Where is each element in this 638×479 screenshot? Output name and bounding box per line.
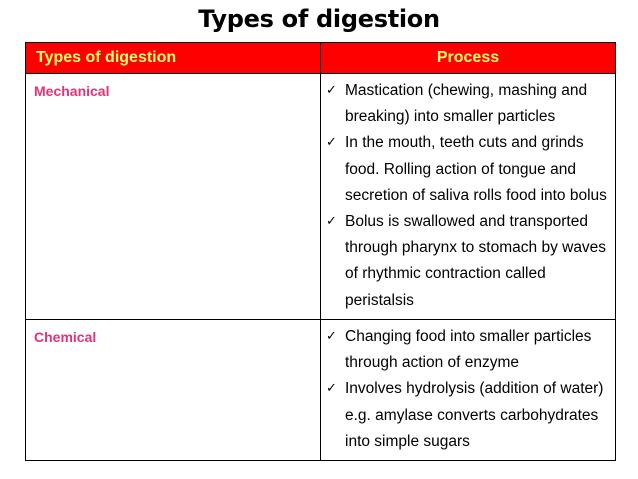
checkmark-icon: ✓: [326, 135, 337, 151]
checkmark-icon: ✓: [326, 329, 337, 344]
list-item: [326, 376, 609, 455]
digestion-table: [25, 42, 616, 461]
header-process: Process: [321, 43, 616, 74]
checkmark-icon: ✓: [326, 381, 337, 397]
type-chemical: Chemical: [26, 320, 321, 461]
table-row-chemical: [26, 320, 616, 461]
process-chemical: [321, 320, 616, 461]
checkmark-icon: ✓: [326, 83, 337, 98]
header-types-of-digestion: Types of digestion: [26, 43, 321, 74]
table-row-mechanical: [26, 74, 616, 320]
process-mechanical: [321, 74, 616, 320]
list-item: [326, 324, 609, 376]
checkmark-icon: ✓: [326, 214, 337, 230]
list-item-text: Changing food into smaller particles through action of enzyme: [345, 328, 592, 372]
list-item-text: Mastication (chewing, mashing and breaking) into smaller particles: [345, 82, 588, 126]
list-item: [326, 78, 609, 130]
type-mechanical: Mechanical: [26, 74, 321, 320]
list-item-text: Bolus is swallowed and transported through pharynx to stomach by waves of rhythmic contraction called peristalsis: [345, 213, 607, 309]
list-item-text: In the mouth, teeth cuts and grinds food. Rolling action of tongue and secretion of saliva rolls food into bolus: [345, 134, 607, 204]
list-item: [326, 209, 609, 314]
page-title: Types of digestion: [198, 5, 440, 33]
list-item-text: Involves hydrolysis (addition of water) e.g. amylase converts carbohydrates into simple sugars: [345, 380, 604, 450]
list-item: [326, 130, 609, 209]
table-header-row: [26, 43, 616, 74]
